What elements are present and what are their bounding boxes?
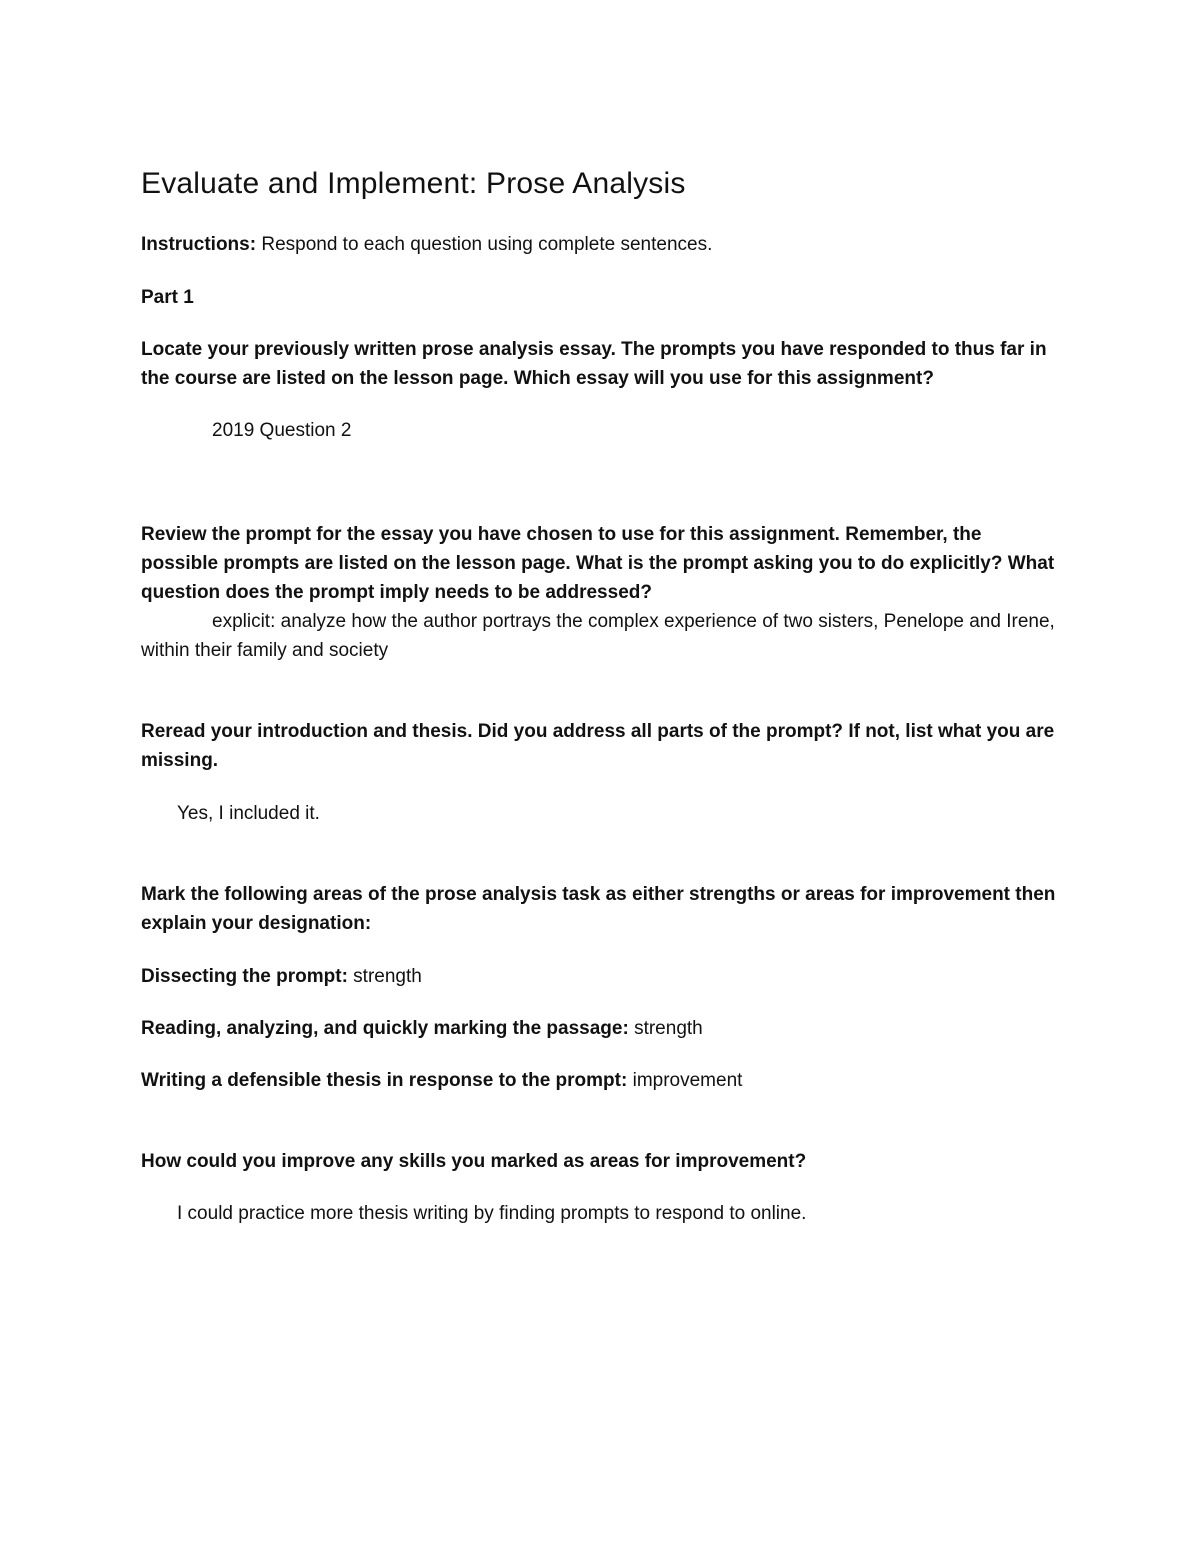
answer-2: explicit: analyze how the author portrays the complex experience of two sisters, Penelope and Irene, within their family and society [141,611,1055,661]
instructions [141,230,1061,259]
answer-1: 2019 Question 2 [212,420,352,441]
instructions-label: Instructions: [141,234,257,255]
document-body [141,160,1061,1228]
document-title: Evaluate and Implement: Prose Analysis [141,167,686,200]
area-row [141,1014,1061,1043]
question-4: Mark the following areas of the prose analysis task as either strengths or areas for improvement then explain your designation: [141,884,1056,934]
area-row [141,962,1061,991]
part-heading: Part 1 [141,287,194,308]
question-1: Locate your previously written prose analysis essay. The prompts you have responded to thus far in the course are listed on the lesson page. Which essay will you use for this assignment? [141,339,1047,389]
area-label: Reading, analyzing, and quickly marking the passage: [141,1018,629,1039]
question-5: How could you improve any skills you marked as areas for improvement? [141,1151,807,1172]
area-label: Writing a defensible thesis in response to the prompt: [141,1070,628,1091]
area-row [141,1066,1061,1095]
answer-5: I could practice more thesis writing by finding prompts to respond to online. [177,1203,807,1224]
instructions-text: Respond to each question using complete sentences. [256,234,713,255]
question-2: Review the prompt for the essay you have chosen to use for this assignment. Remember, the possible prompts are listed on the lesson page. What is the prompt asking you to do explicitly? What question does the prompt imply needs to be addressed? [141,524,1055,603]
area-value: strength [628,1018,703,1039]
area-label: Dissecting the prompt: [141,966,348,987]
area-value: improvement [627,1070,743,1091]
question-3: Reread your introduction and thesis. Did you address all parts of the prompt? If not, list what you are missing. [141,721,1055,771]
answer-3: Yes, I included it. [177,803,320,824]
area-value: strength [347,966,422,987]
